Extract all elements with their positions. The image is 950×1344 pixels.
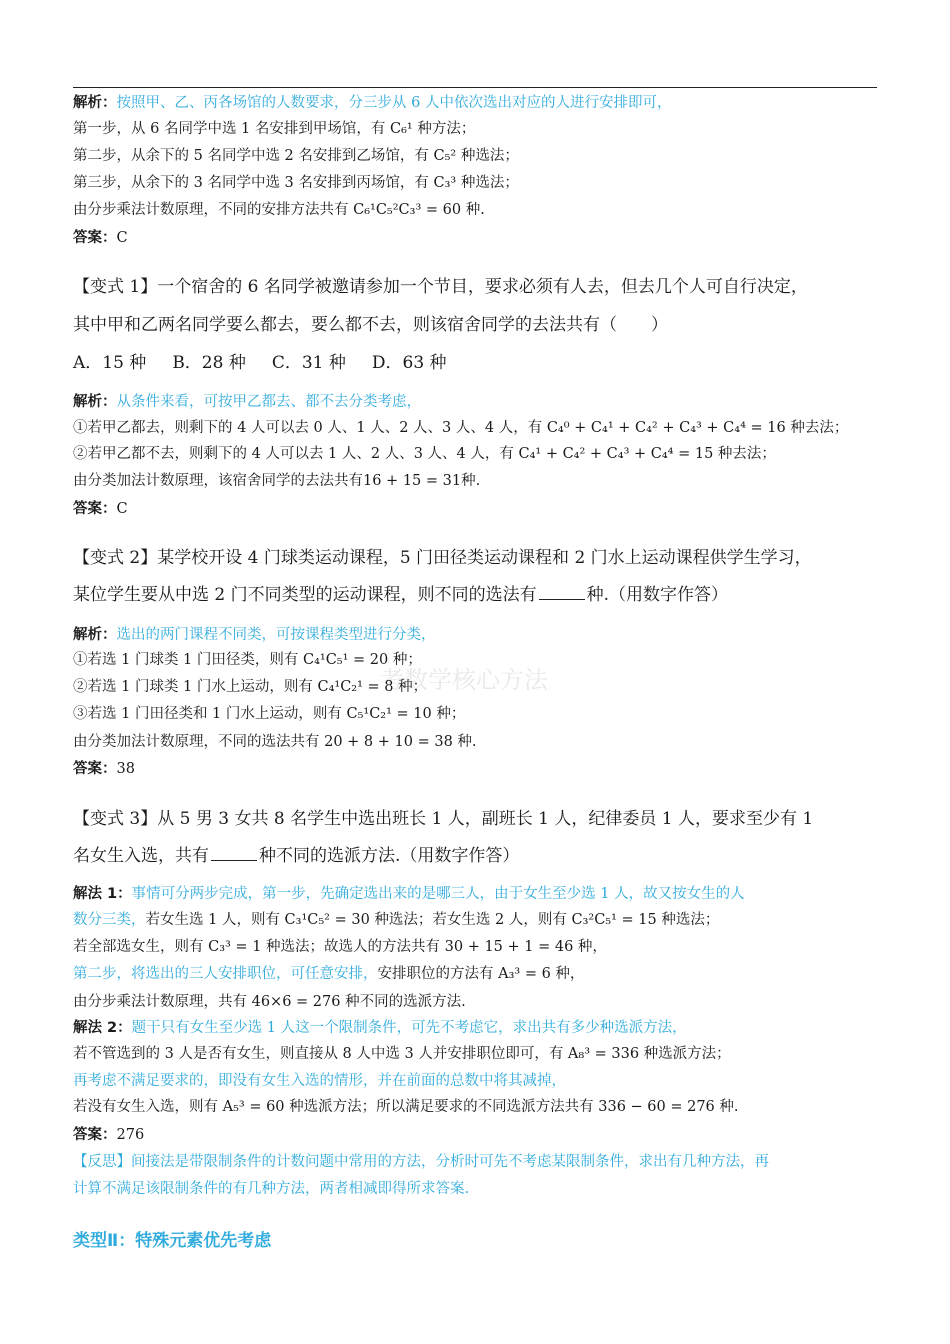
q1-answer bbox=[73, 499, 128, 519]
q3-method1-line1 bbox=[73, 884, 745, 904]
answer-blank bbox=[211, 846, 257, 861]
reflection-line1: 【反思】间接法是带限制条件的计数问题中常用的方法，分析时可先不考虑某限制条件，求出有几种方法，再 bbox=[73, 1154, 769, 1170]
q3-method2-line4: 若没有女生入选，则有 A₅³ = 60 种选派方法；所以满足要求的不同选派方法共有 336 − 60 = 276 种. bbox=[73, 1099, 739, 1115]
section-title: 类型Ⅱ：特殊元素优先考虑 bbox=[73, 1231, 272, 1251]
method1-blue-text: 数分三类， bbox=[73, 912, 146, 928]
reflection-line2: 计算不满足该限制条件的有几种方法，两者相减即得所求答案. bbox=[73, 1181, 470, 1197]
q2-solution-line: ③若选 1 门田径类和 1 门水上运动，则有 C₅¹C₂¹ = 10 种； bbox=[73, 706, 466, 722]
q2-answer bbox=[73, 759, 135, 779]
q2-stem-line1: 【变式 2】某学校开设 4 门球类运动课程，5 门田径类运动课程和 2 门水上运动课程供学生学习， bbox=[73, 548, 812, 568]
q3-stem-line2 bbox=[73, 845, 519, 867]
q3-stem-after: 种不同的选派方法.（用数字作答） bbox=[259, 846, 520, 866]
solution-label: 解析： bbox=[73, 394, 117, 410]
block1-step-line: 第三步，从余下的 3 名同学中选 3 名安排到丙场馆，有 C₃³ 种选法； bbox=[73, 175, 519, 191]
option-c: C．31 种 bbox=[271, 353, 346, 373]
solution-label: 解析： bbox=[73, 95, 117, 111]
option-d: D．63 种 bbox=[371, 353, 447, 373]
method2-blue-text: 再考虑不满足要求的，即没有女生入选的情形，并在前面的总数中将其减掉， bbox=[73, 1073, 566, 1089]
q2-solution-line: ②若选 1 门球类 1 门水上运动，则有 C₄¹C₂¹ = 8 种； bbox=[73, 679, 428, 695]
answer-value: C bbox=[116, 501, 128, 517]
solution-intro-text: 选出的两门课程不同类，可按课程类型进行分类， bbox=[116, 627, 436, 643]
q3-method1-line5: 由分步乘法计数原理，共有 46×6 = 276 种不同的选派方法. bbox=[73, 994, 466, 1010]
q3-stem-line1: 【变式 3】从 5 男 3 女共 8 名学生中选出班长 1 人，副班长 1 人，纪律委员 1 人，要求至少有 1 bbox=[73, 809, 814, 829]
q3-answer bbox=[73, 1125, 144, 1145]
q3-method2-line3 bbox=[73, 1071, 566, 1091]
q1-options bbox=[73, 352, 473, 374]
method1-label: 解法 1： bbox=[73, 886, 132, 902]
option-b: B．28 种 bbox=[172, 353, 246, 373]
method2-label: 解法 2： bbox=[73, 1020, 132, 1036]
block1-solution-intro bbox=[73, 93, 671, 113]
q1-solution-intro bbox=[73, 392, 421, 412]
answer-blank bbox=[539, 585, 585, 600]
answer-label: 答案： bbox=[73, 230, 117, 246]
q3-method2-line2: 若不管选到的 3 人是否有女生，则直接从 8 人中选 3 人并安排职位即可，有 A₈³ = 336 种选派方法； bbox=[73, 1046, 731, 1062]
block1-step-line: 第一步，从 6 名同学中选 1 名安排到甲场馆，有 C₆¹ 种方法； bbox=[73, 121, 476, 137]
solution-intro-text: 按照甲、乙、丙各场馆的人数要求，分三步从 6 人中依次选出对应的人进行安排即可， bbox=[116, 95, 672, 111]
answer-value: 276 bbox=[116, 1127, 145, 1143]
watermark: 考数学核心方法 bbox=[380, 666, 548, 694]
q2-stem-after: 种.（用数字作答） bbox=[586, 585, 729, 605]
q1-solution-line: 由分类加法计数原理，该宿舍同学的去法共有16 + 15 = 31种. bbox=[73, 473, 481, 489]
block1-answer bbox=[73, 228, 128, 248]
top-rule bbox=[73, 87, 877, 88]
option-a: A．15 种 bbox=[73, 353, 147, 373]
q1-stem-line2: 其中甲和乙两名同学要么都去，要么都不去，则该宿舍同学的去法共有（ ） bbox=[73, 315, 668, 335]
method1-text: 若女生选 1 人，则有 C₃¹C₅² = 30 种选法；若女生选 2 人，则有 C₃²C₅¹ = 15 种选法； bbox=[145, 912, 720, 928]
q2-solution-line: 由分类加法计数原理，不同的选法共有 20 + 8 + 10 = 38 种. bbox=[73, 734, 477, 750]
answer-label: 答案： bbox=[73, 1127, 117, 1143]
q3-method1-line3: 若全部选女生，则有 C₃³ = 1 种选法；故选人的方法共有 30 + 15 + 1 = 46 种， bbox=[73, 939, 607, 955]
answer-value: 38 bbox=[116, 761, 135, 777]
q2-stem-before: 某位学生要从中选 2 门不同类型的运动课程，则不同的选法有 bbox=[73, 585, 537, 605]
q1-stem-line1: 【变式 1】一个宿舍的 6 名同学被邀请参加一个节目，要求必须有人去，但去几个人可自行决定， bbox=[73, 277, 808, 297]
block1-step-line: 第二步，从余下的 5 名同学中选 2 名安排到乙场馆，有 C₅² 种选法； bbox=[73, 148, 519, 164]
answer-label: 答案： bbox=[73, 501, 117, 517]
q3-stem-before: 名女生入选，共有 bbox=[73, 846, 209, 866]
method2-blue-text: 题干只有女生至少选 1 人这一个限制条件，可先不考虑它，求出共有多少种选派方法， bbox=[131, 1020, 687, 1036]
solution-label: 解析： bbox=[73, 627, 117, 643]
q1-solution-line: ②若甲乙都不去，则剩下的 4 人可以去 1 人、2 人、3 人、4 人，有 C₄¹ + C₄² + C₄³ + C₄⁴ = 15 种去法； bbox=[73, 446, 776, 462]
answer-value: C bbox=[116, 230, 128, 246]
q3-method2-line1 bbox=[73, 1018, 687, 1038]
solution-intro-text: 从条件来看，可按甲乙都去、都不去分类考虑， bbox=[116, 394, 421, 410]
method1-blue-text: 第二步，将选出的三人安排职位，可任意安排， bbox=[73, 966, 378, 982]
method1-blue-text: 事情可分两步完成，第一步，先确定选出来的是哪三人，由于女生至少选 1 人，故又按女生的人 bbox=[131, 886, 745, 902]
q2-solution-line: ①若选 1 门球类 1 门田径类，则有 C₄¹C₅¹ = 20 种； bbox=[73, 652, 422, 668]
q1-solution-line: ①若甲乙都去，则剩下的 4 人可以去 0 人、1 人、2 人、3 人、4 人，有 C₄⁰ + C₄¹ + C₄² + C₄³ + C₄⁴ = 16 种去法； bbox=[73, 420, 849, 436]
q3-method1-line4 bbox=[73, 964, 584, 984]
method1-text: 安排职位的方法有 A₃³ = 6 种， bbox=[377, 966, 585, 982]
q3-method1-line2 bbox=[73, 910, 719, 930]
block1-step-line: 由分步乘法计数原理，不同的安排方法共有 C₆¹C₅²C₃³ = 60 种. bbox=[73, 202, 485, 218]
q2-stem-line2 bbox=[73, 584, 728, 606]
q2-solution-intro bbox=[73, 625, 436, 645]
answer-label: 答案： bbox=[73, 761, 117, 777]
